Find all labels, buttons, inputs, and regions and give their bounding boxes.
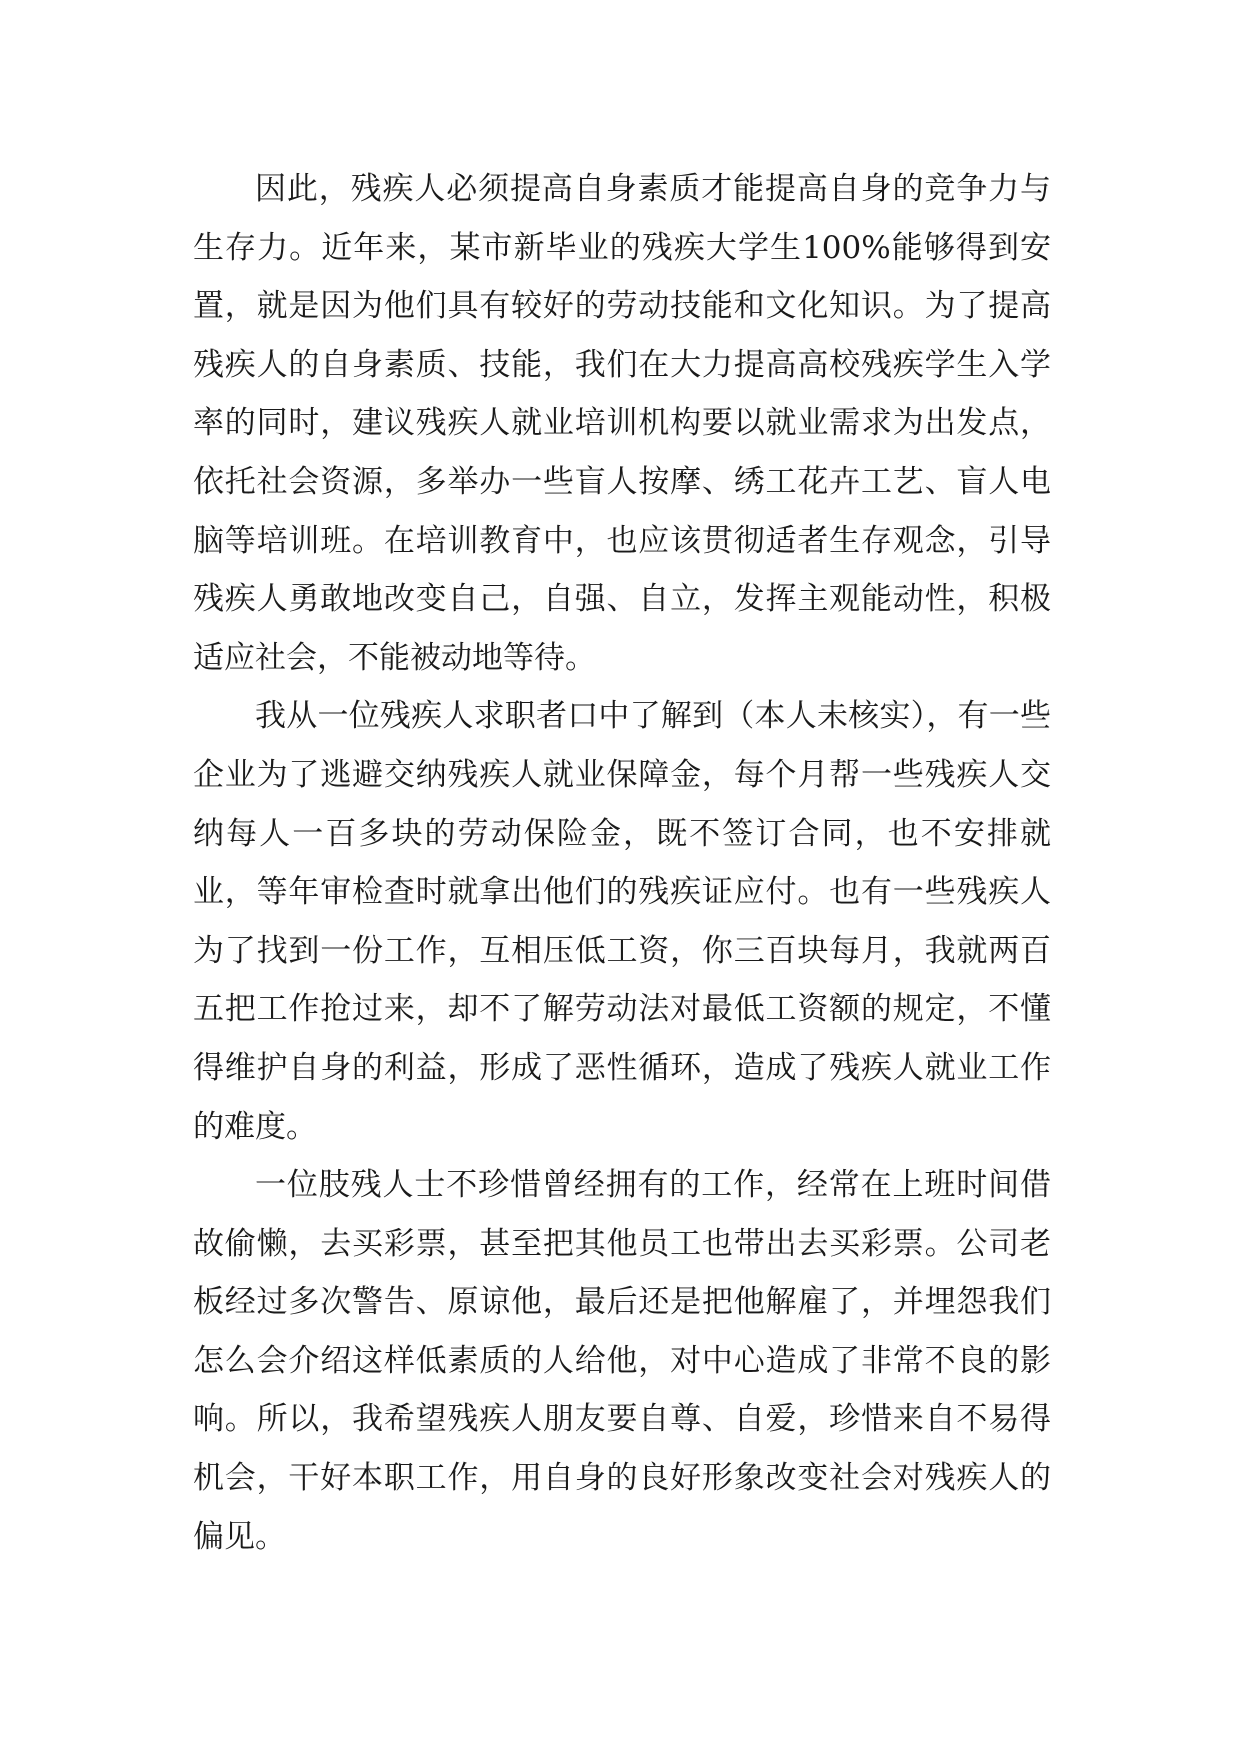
- paragraph-3: 一位肢残人士不珍惜曾经拥有的工作，经常在上班时间借故偷懒，去买彩票，甚至把其他员工也带出去买彩票。公司老板经过多次警告、原谅他，最后还是把他解雇了，并埋怨我们怎么会介绍这样低素质的人给他，对中心造成了非常不良的影响。所以，我希望残疾人朋友要自尊、自爱，珍惜来自不易得机会，干好本职工作，用自身的良好形象改变社会对残疾人的偏见。: [193, 1167, 1051, 1555]
- document-body: [193, 160, 1051, 1566]
- paragraph-2: 我从一位残疾人求职者口中了解到（本人未核实），有一些企业为了逃避交纳残疾人就业保障金，每个月帮一些残疾人交纳每人一百多块的劳动保险金，既不签订合同，也不安排就业，等年审检查时就拿出他们的残疾证应付。也有一些残疾人为了找到一份工作，互相压低工资，你三百块每月，我就两百五把工作抢过来，却不了解劳动法对最低工资额的规定，不懂得维护自身的利益，形成了恶性循环，造成了残疾人就业工作的难度。: [193, 698, 1051, 1145]
- paragraph-1: 因此，残疾人必须提高自身素质才能提高自身的竞争力与生存力。近年来，某市新毕业的残疾大学生100%能够得到安置，就是因为他们具有较好的劳动技能和文化知识。为了提高残疾人的自身素质、技能，我们在大力提高高校残疾学生入学率的同时，建议残疾人就业培训机构要以就业需求为出发点，依托社会资源，多举办一些盲人按摩、绣工花卉工艺、盲人电脑等培训班。在培训教育中，也应该贯彻适者生存观念，引导残疾人勇敢地改变自己，自强、自立，发挥主观能动性，积极适应社会，不能被动地等待。: [193, 171, 1051, 676]
